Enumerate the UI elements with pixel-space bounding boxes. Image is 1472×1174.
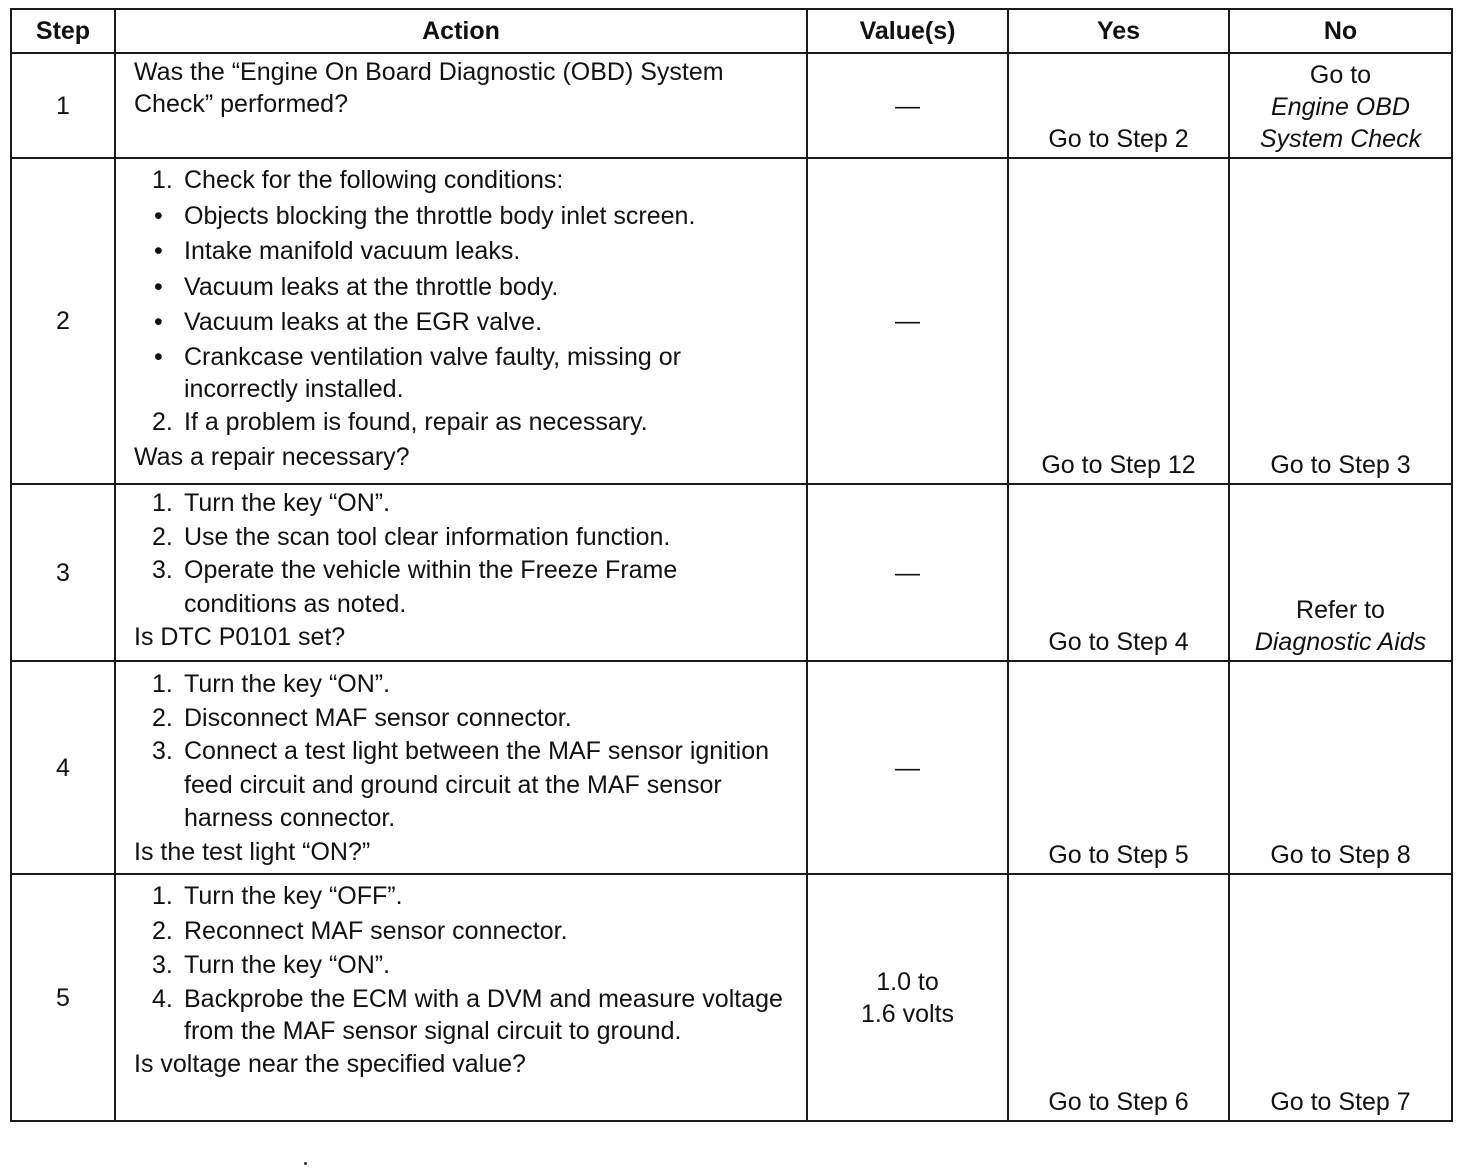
table-row [11, 484, 1452, 661]
scan-speck [304, 1162, 307, 1165]
action-cell [115, 661, 807, 874]
action-step [134, 983, 794, 1047]
action-cell [115, 158, 807, 484]
no-reference: Diagnostic Aids [1254, 628, 1427, 656]
step-text: Turn the key “OFF”. [184, 882, 403, 910]
step-index: 3. [152, 951, 173, 979]
table-row [11, 661, 1452, 874]
step-text: Operate the vehicle within the Freeze Frame conditions as noted. [184, 556, 678, 618]
step-index: 2. [152, 522, 173, 551]
action-step [134, 948, 796, 983]
no-reference: System Check [1259, 125, 1422, 153]
step-index: 3. [152, 737, 173, 765]
table-row [11, 874, 1452, 1121]
question: Was a repair necessary? [134, 443, 410, 471]
action-steps [134, 405, 796, 441]
question: Is DTC P0101 set? [134, 623, 346, 651]
header-action: Action [115, 9, 807, 53]
yes-cell: Go to Step 4 [1008, 484, 1229, 661]
no-prefix: Refer to [1296, 596, 1385, 624]
action-step [134, 487, 796, 521]
step-text: Reconnect MAF sensor connector. [184, 916, 568, 945]
step-number: 2 [11, 158, 115, 484]
step-text: If a problem is found, repair as necessary. [184, 407, 648, 436]
diagnostic-table [10, 8, 1453, 1122]
value-cell: — [807, 484, 1008, 661]
header-row [11, 9, 1452, 53]
question: Is voltage near the specified value? [134, 1049, 526, 1078]
condition-item: • Objects blocking the throttle body inlet screen. [134, 199, 796, 235]
step-text: Turn the key “ON”. [184, 670, 391, 698]
action-step [134, 668, 796, 702]
value-cell [807, 874, 1008, 1121]
step-text: Turn the key “ON”. [184, 489, 391, 517]
no-cell: Go to Step 7 [1229, 874, 1452, 1121]
condition-item: • Vacuum leaks at the EGR valve. [134, 305, 796, 341]
table-row [11, 53, 1452, 158]
action-step [134, 554, 744, 621]
action-cell [115, 874, 807, 1121]
action-steps [134, 487, 796, 621]
step-text: Use the scan tool clear information function. [184, 522, 671, 551]
action-step [134, 521, 796, 555]
step-index: 4. [152, 984, 173, 1013]
header-step: Step [11, 9, 115, 53]
yes-cell: Go to Step 5 [1008, 661, 1229, 874]
step-number: 4 [11, 661, 115, 874]
no-cell: Go to Step 3 [1229, 158, 1452, 484]
value-cell: — [807, 53, 1008, 158]
yes-cell: Go to Step 2 [1008, 53, 1229, 158]
header-values: Value(s) [807, 9, 1008, 53]
step-index: 1. [152, 166, 173, 194]
action-step [134, 702, 796, 736]
step-text: Connect a test light between the MAF sensor ignition feed circuit and ground circuit at the MAF sensor harness connector. [184, 737, 770, 832]
condition-list [134, 199, 796, 405]
no-cell [1229, 484, 1452, 661]
header-no: No [1229, 9, 1452, 53]
condition-item: • Crankcase ventilation valve faulty, missing or incorrectly installed. [134, 341, 744, 405]
step-index: 2. [152, 916, 173, 945]
no-cell: Go to Step 8 [1229, 661, 1452, 874]
action-steps [134, 163, 796, 199]
no-reference: Engine OBD [1271, 93, 1410, 121]
condition-item: • Intake manifold vacuum leaks. [134, 234, 796, 270]
action-step [134, 405, 796, 441]
action-step [134, 914, 796, 949]
step-number: 3 [11, 484, 115, 661]
no-prefix: Go to [1309, 61, 1372, 89]
step-index: 1. [152, 670, 173, 698]
value-cell: — [807, 661, 1008, 874]
value-line: 1.6 volts [860, 999, 955, 1028]
yes-cell: Go to Step 6 [1008, 874, 1229, 1121]
action-cell [115, 484, 807, 661]
action-step [134, 735, 796, 836]
question-line: Was the “Engine On Board Diagnostic (OBD) System [134, 58, 724, 86]
action-step [134, 163, 796, 199]
step-index: 2. [152, 703, 173, 732]
action-step [134, 879, 796, 914]
step-text: Check for the following conditions: [184, 166, 564, 194]
step-number: 1 [11, 53, 115, 158]
table-row [11, 158, 1452, 484]
step-index: 2. [152, 407, 173, 436]
header-yes: Yes [1008, 9, 1229, 53]
action-steps [134, 668, 796, 836]
yes-cell: Go to Step 12 [1008, 158, 1229, 484]
step-text: Disconnect MAF sensor connector. [184, 703, 572, 732]
question-line: Check” performed? [134, 90, 348, 118]
action-cell [115, 53, 807, 158]
condition-item: • Vacuum leaks at the throttle body. [134, 270, 796, 306]
no-cell [1229, 53, 1452, 158]
action-steps [134, 879, 796, 1047]
step-index: 1. [152, 882, 173, 910]
step-text: Turn the key “ON”. [184, 951, 391, 979]
step-number: 5 [11, 874, 115, 1121]
question: Is the test light “ON?” [134, 837, 371, 866]
step-index: 1. [152, 489, 173, 517]
step-index: 3. [152, 556, 173, 584]
value-line: 1.0 to [876, 967, 939, 996]
value-cell: — [807, 158, 1008, 484]
step-text: Backprobe the ECM with a DVM and measure voltage from the MAF sensor signal circuit to ground. [184, 984, 783, 1045]
